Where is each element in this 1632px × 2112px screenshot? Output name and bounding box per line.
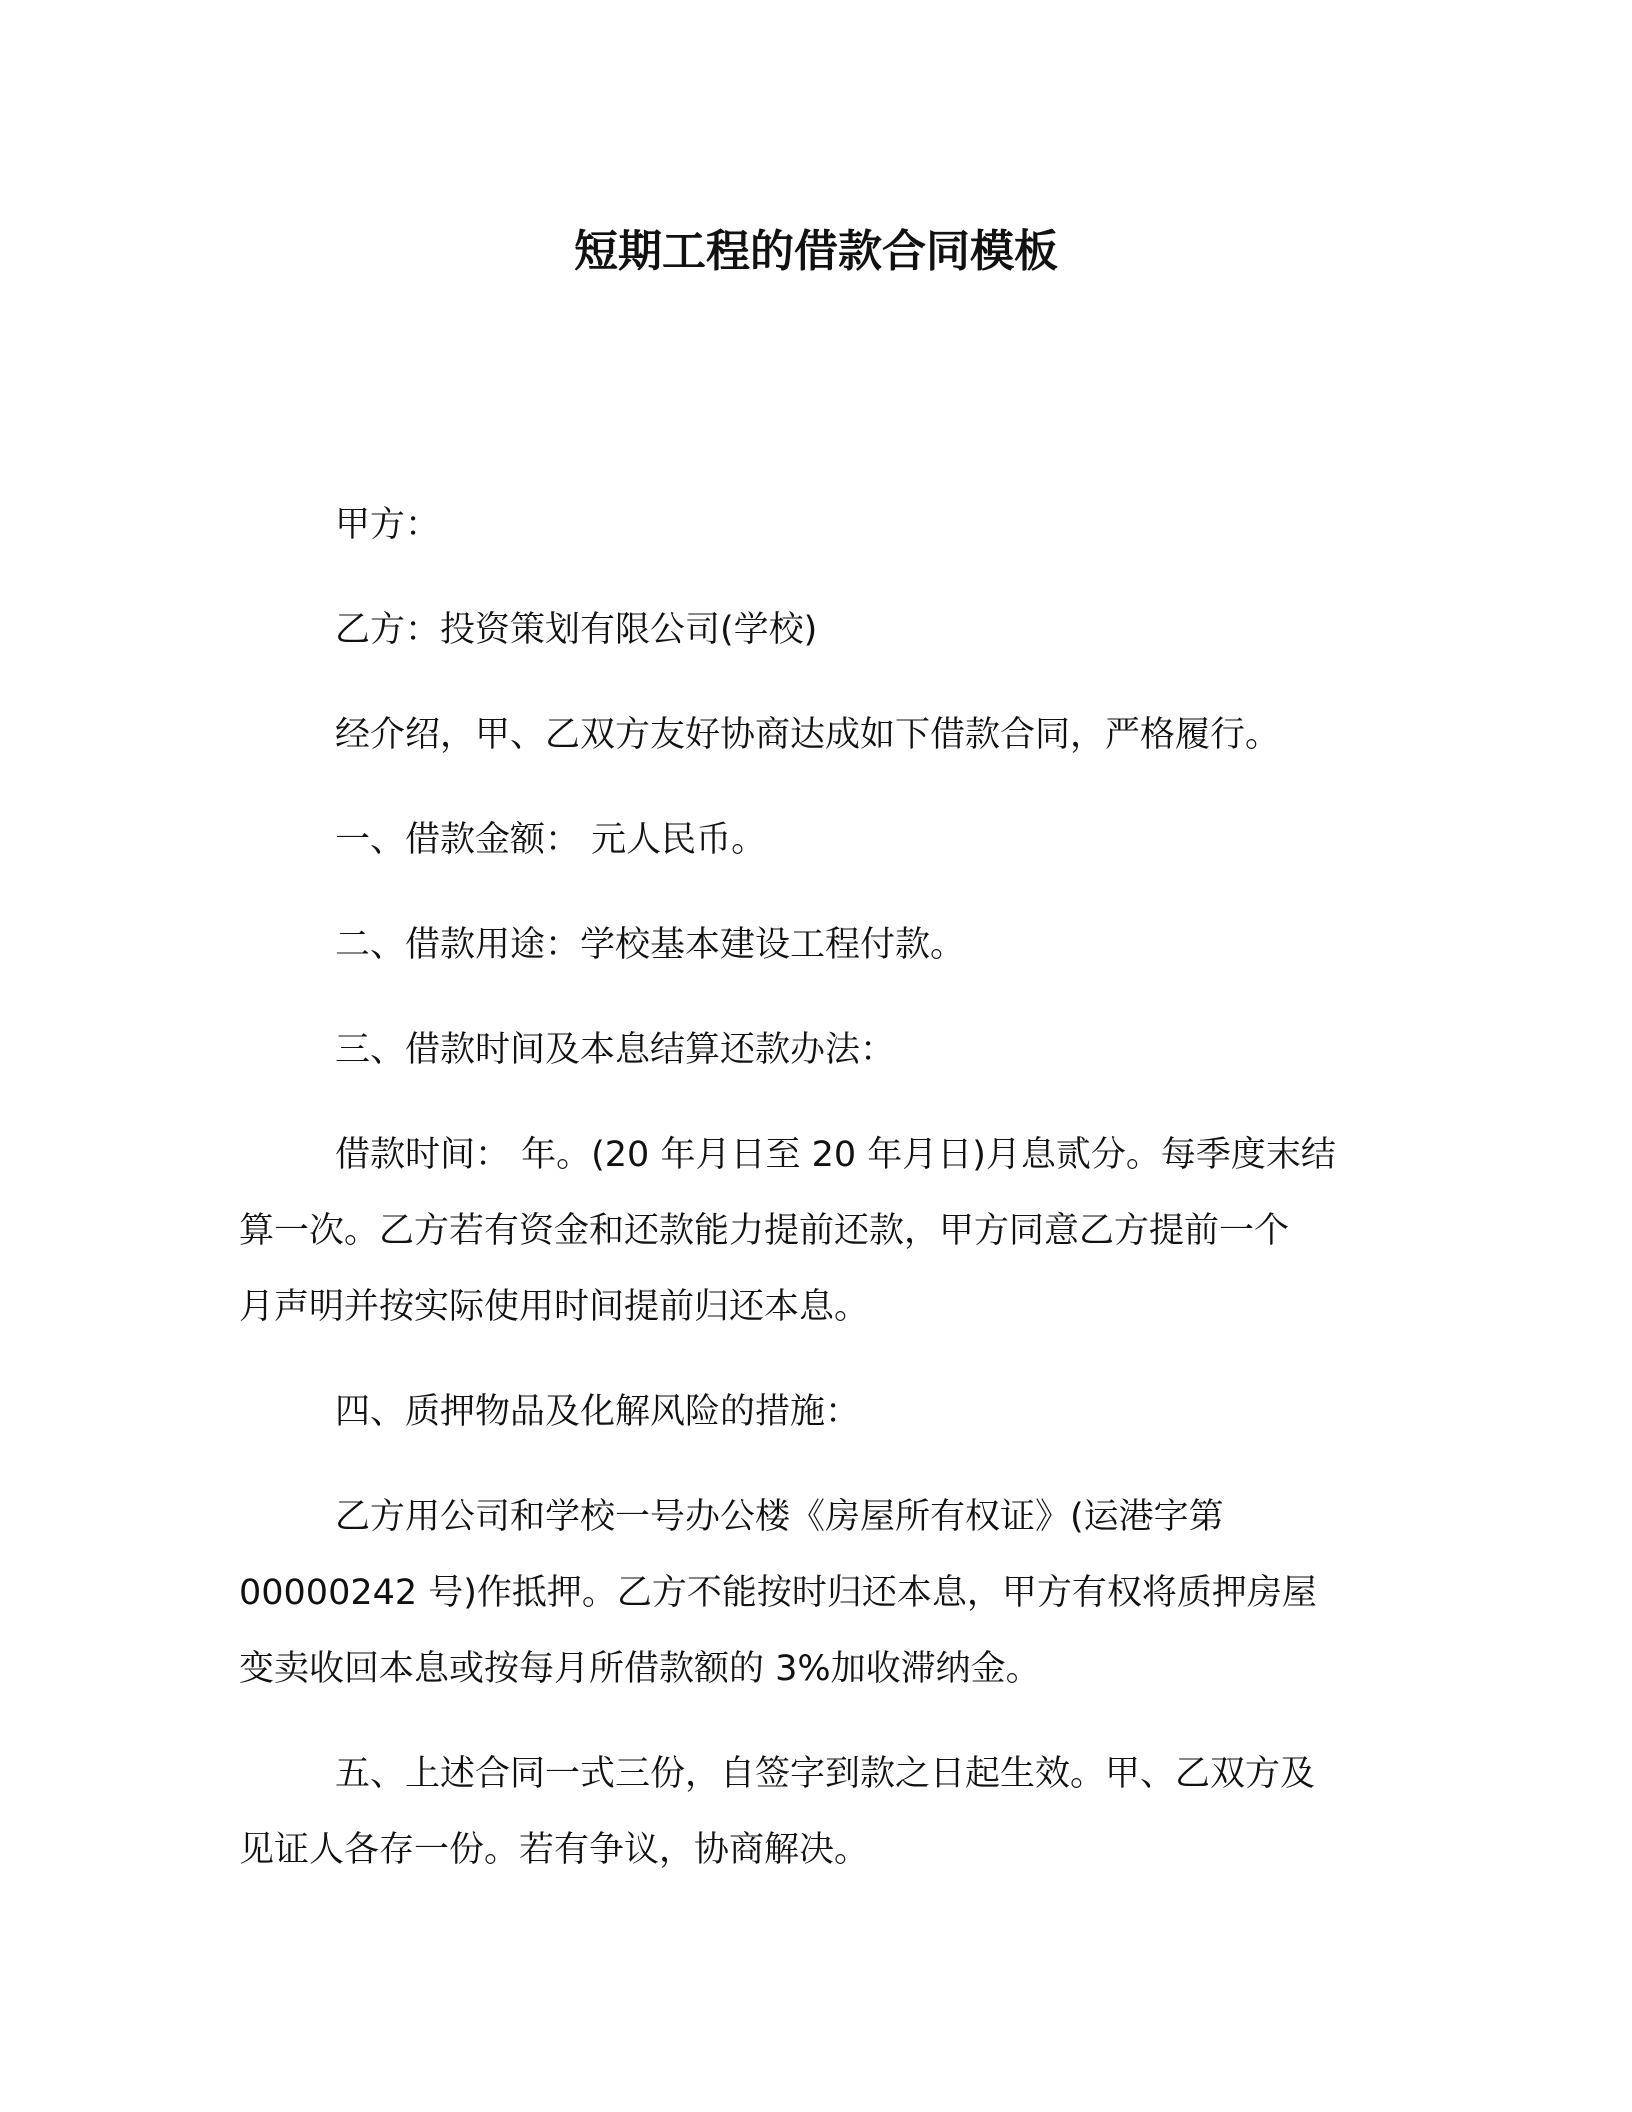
clause-4-detail-paragraph <box>239 1479 1403 1707</box>
clause-3-detail-paragraph <box>239 1117 1403 1345</box>
party-a-line: 甲方： <box>335 505 441 545</box>
clause-3-detail-line: 算一次。乙方若有资金和还款能力提前还款，甲方同意乙方提前一个 <box>239 1211 1290 1251</box>
clause-5-paragraph <box>239 1736 1403 1888</box>
document-title: 短期工程的借款合同模板 <box>574 226 1058 277</box>
party-b-line: 乙方：投资策划有限公司(学校) <box>335 610 818 650</box>
clause-5-line: 见证人各存一份。若有争议，协商解决。 <box>239 1830 870 1870</box>
clause-3-detail-line: 借款时间： 年。(20 年月日至 20 年月日)月息贰分。每季度末结 <box>335 1135 1336 1175</box>
clause-4-detail-line: 乙方用公司和学校一号办公楼《房屋所有权证》(运港字第 <box>335 1497 1224 1537</box>
clause-4-detail-line: 00000242 号)作抵押。乙方不能按时归还本息，甲方有权将质押房屋 <box>239 1573 1317 1613</box>
intro-paragraph: 经介绍，甲、乙双方友好协商达成如下借款合同，严格履行。 <box>335 715 1281 755</box>
clause-4-heading: 四、质押物品及化解风险的措施： <box>335 1392 861 1432</box>
clause-3-heading: 三、借款时间及本息结算还款办法： <box>335 1030 896 1070</box>
document-body <box>239 487 1403 1917</box>
clause-4-detail-line: 变卖收回本息或按每月所借款额的 3%加收滞纳金。 <box>239 1649 1041 1689</box>
clause-2-loan-purpose: 二、借款用途：学校基本建设工程付款。 <box>335 925 966 965</box>
clause-1-loan-amount: 一、借款金额： 元人民币。 <box>335 820 767 860</box>
clause-5-line: 五、上述合同一式三份，自签字到款之日起生效。甲、乙双方及 <box>335 1754 1316 1794</box>
clause-3-detail-line: 月声明并按实际使用时间提前归还本息。 <box>239 1287 870 1327</box>
